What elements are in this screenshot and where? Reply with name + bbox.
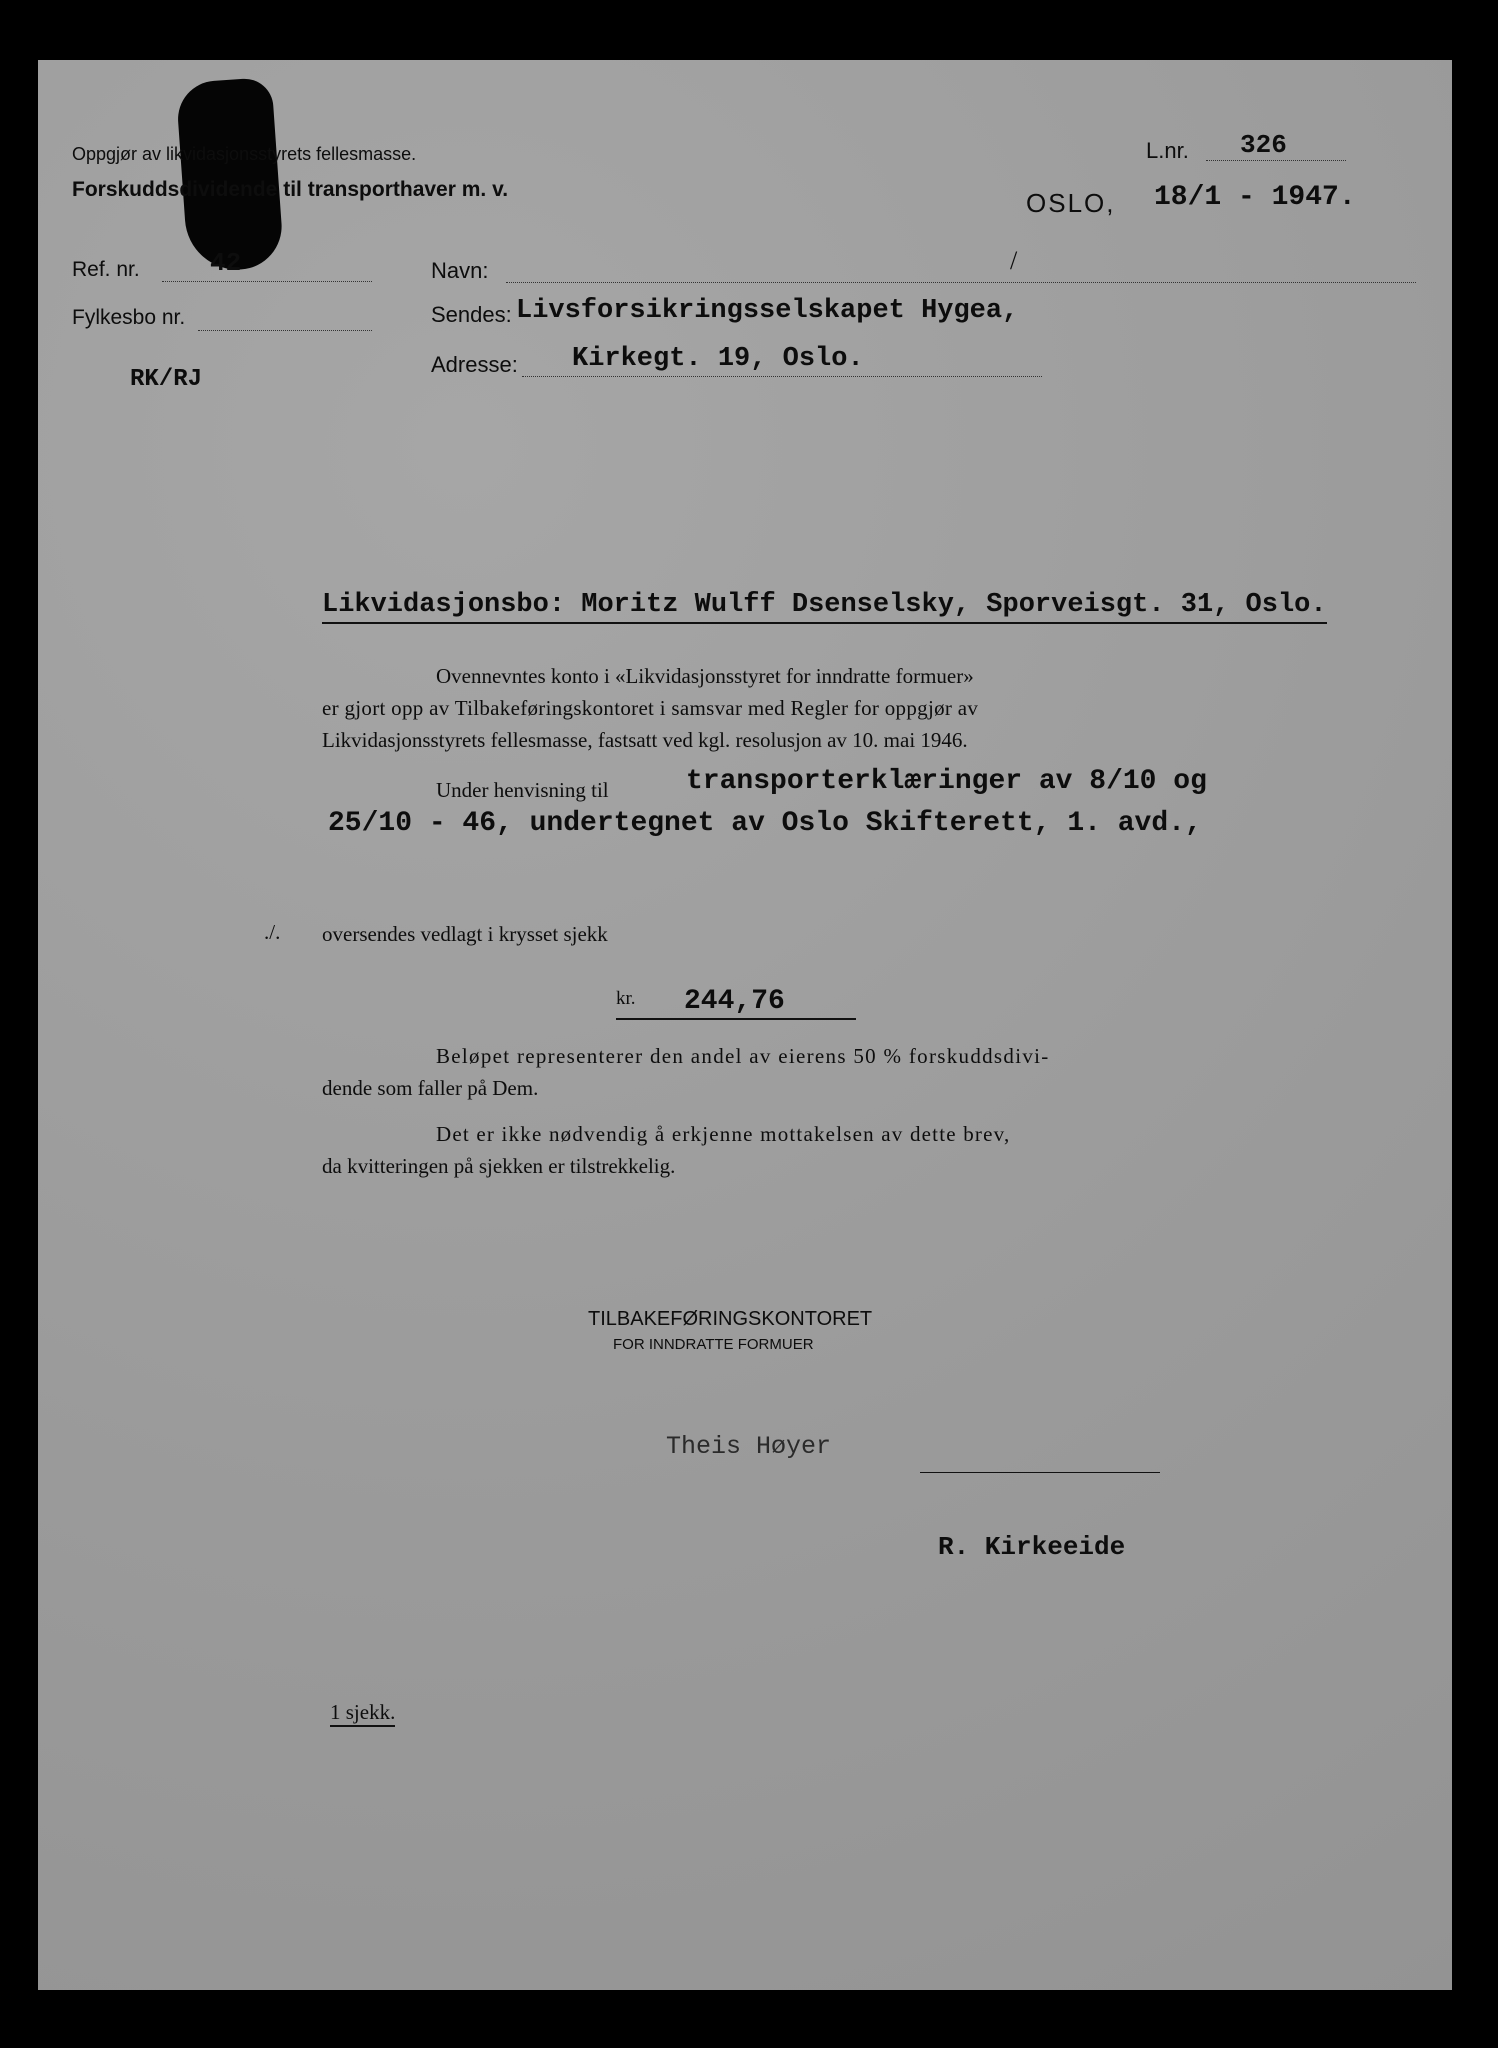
- place-label: OSLO,: [1026, 188, 1116, 218]
- enclosure-text: oversendes vedlagt i krysset sjekk: [322, 922, 608, 946]
- enclosure-mark: ./.: [264, 920, 281, 944]
- letter-date: 18/1 - 1947.: [1154, 182, 1356, 213]
- amount-underline: [616, 1018, 856, 1020]
- signature-line: [920, 1472, 1160, 1473]
- lnr-value: 326: [1240, 130, 1287, 160]
- document-sheet: [38, 60, 1452, 1990]
- para2-line1: Beløpet representerer den andel av eierens 50 % forskuddsdivi-: [436, 1044, 1050, 1068]
- header-title-line1: Oppgjør av likvidasjonsstyrets fellesmasse.: [72, 144, 417, 164]
- navn-dotted-line: [506, 282, 1416, 283]
- fylkesbo-label: Fylkesbo nr.: [72, 306, 186, 329]
- para2-line2: dende som faller på Dem.: [322, 1076, 539, 1100]
- header-title-line2: Forskuddsdividende til transporthaver m. v.: [72, 178, 509, 201]
- para3-line1: Det er ikke nødvendig å erkjenne mottakelsen av dette brev,: [436, 1122, 1011, 1146]
- amount-label: kr.: [616, 988, 636, 1009]
- para3-line2: da kvitteringen på sjekken er tilstrekkelig.: [322, 1154, 676, 1178]
- ink-blot: [175, 77, 284, 273]
- fylkesbo-dotted-line: [198, 330, 372, 331]
- reference-prefix: Under henvisning til: [436, 778, 609, 802]
- navn-label: Navn:: [431, 258, 489, 283]
- amount-value: 244,76: [684, 986, 785, 1017]
- para1-line2: er gjort opp av Tilbakeføringskontoret i samsvar med Regler for oppgjør av: [322, 696, 979, 720]
- navn-value: /: [1010, 246, 1018, 275]
- office-line1: TILBAKEFØRINGSKONTORET: [588, 1308, 873, 1330]
- lnr-label: L.nr.: [1146, 138, 1189, 163]
- signer2-name: R. Kirkeeide: [938, 1532, 1126, 1562]
- para1-line3: Likvidasjonsstyrets fellesmasse, fastsatt ved kgl. resolusjon av 10. mai 1946.: [322, 728, 968, 752]
- enclosure-note: 1 sjekk.: [330, 1700, 395, 1727]
- adresse-label: Adresse:: [431, 352, 518, 377]
- ref-value: 42: [210, 248, 242, 278]
- adresse-dotted-line: [522, 376, 1042, 377]
- signer1-name: Theis Høyer: [666, 1432, 832, 1461]
- reference-line1: transporterklæringer av 8/10 og: [686, 766, 1207, 797]
- lnr-dotted-line: [1206, 160, 1346, 161]
- estate-heading: Likvidasjonsbo: Moritz Wulff Dsenselsky, Sporveisgt. 31, Oslo.: [322, 590, 1327, 624]
- para1-line1: Ovennevntes konto i «Likvidasjonsstyret for inndratte formuer»: [436, 664, 974, 688]
- ref-dotted-line: [162, 281, 372, 282]
- adresse-value: Kirkegt. 19, Oslo.: [572, 344, 864, 374]
- sendes-value: Livsforsikringsselskapet Hygea,: [516, 296, 1019, 326]
- reference-line2: 25/10 - 46, undertegnet av Oslo Skifterett, 1. avd.,: [328, 808, 1202, 839]
- office-line2: FOR INNDRATTE FORMUER: [613, 1336, 814, 1353]
- initials: RK/RJ: [130, 366, 203, 393]
- sendes-label: Sendes:: [431, 302, 512, 327]
- ref-label: Ref. nr.: [72, 258, 140, 281]
